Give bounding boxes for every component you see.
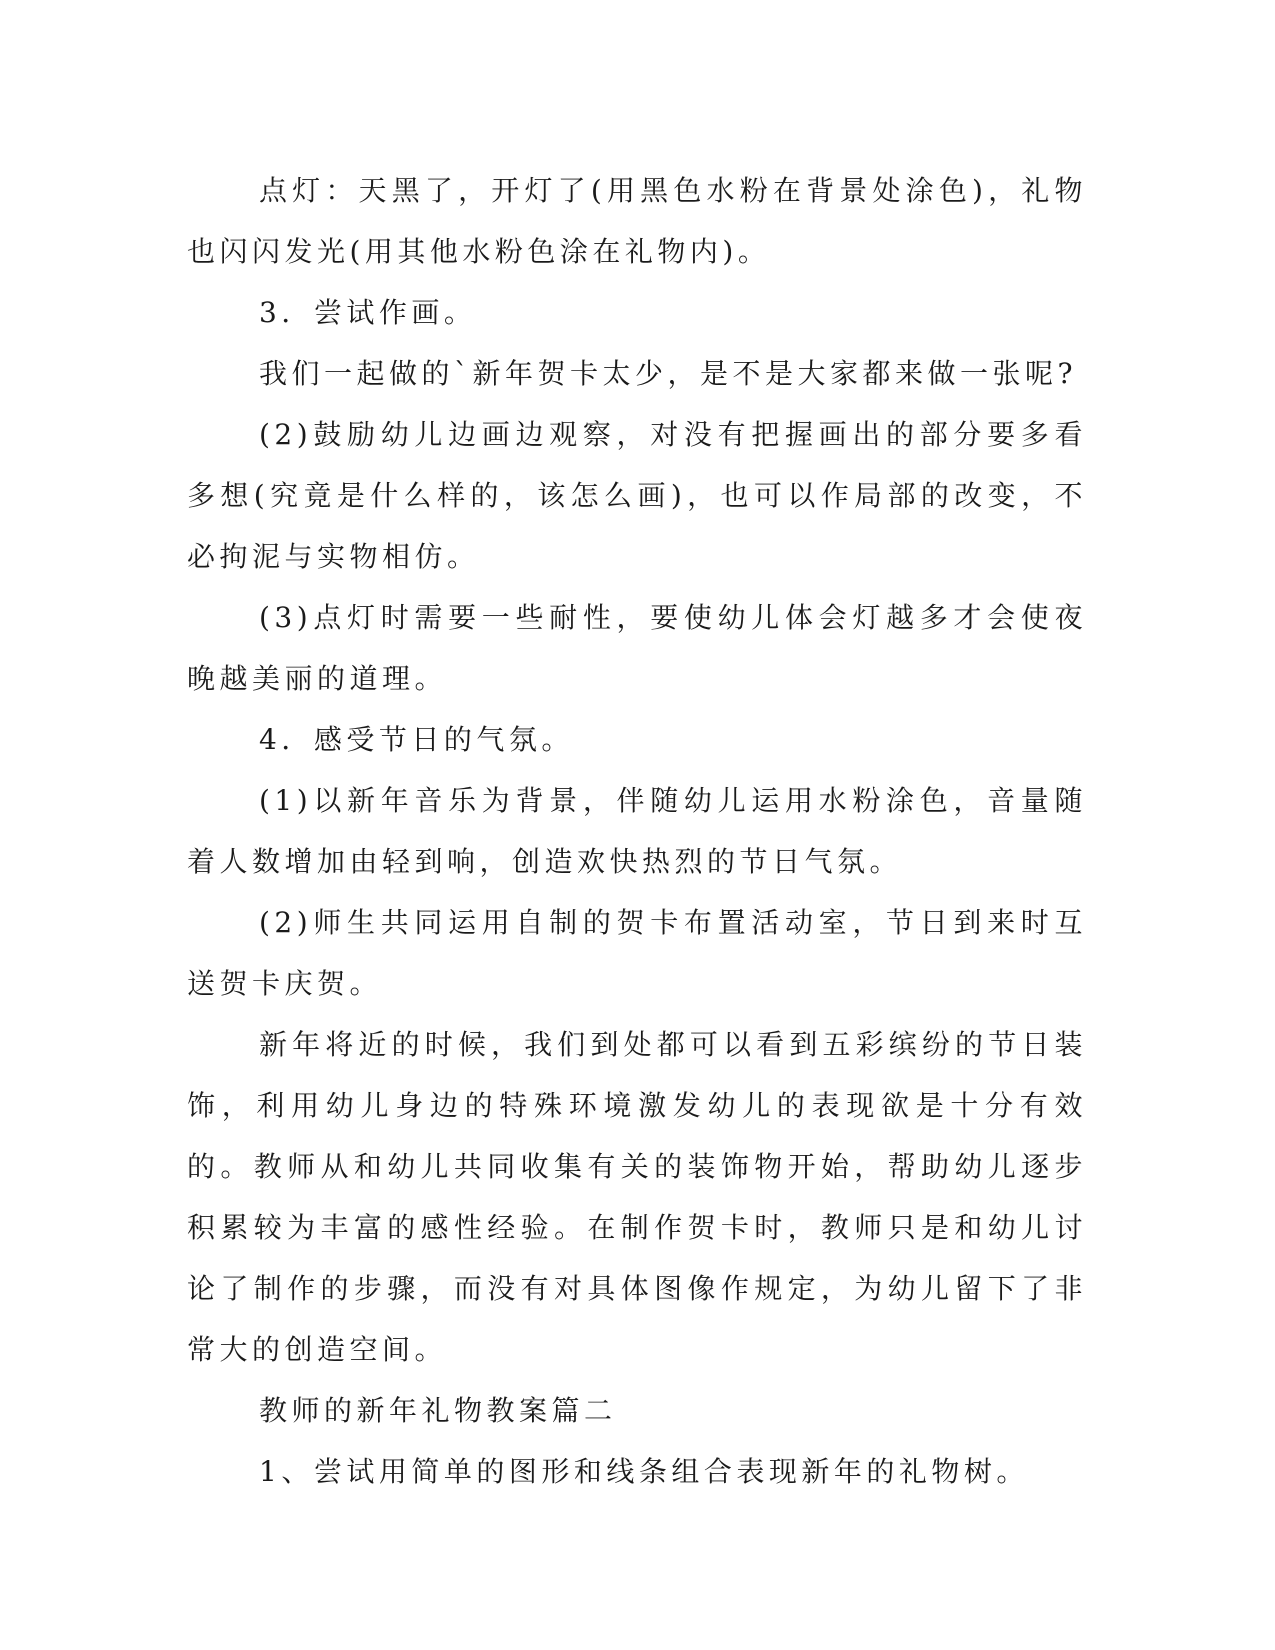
paragraph-music: (1)以新年音乐为背景，伴随幼儿运用水粉涂色，音量随着人数增加由轻到响，创造欢快热烈的节日气氛。: [187, 784, 1087, 878]
paragraph-step-3: 3．尝试作画。: [259, 296, 477, 329]
paragraph-goal-1: 1、尝试用简单的图形和线条组合表现新年的礼物树。: [259, 1455, 1029, 1488]
paragraph-lighting: 点灯：天黑了，开灯了(用黑色水粉在背景处涂色)，礼物也闪闪发光(用其他水粉色涂在礼物内)。: [187, 174, 1087, 268]
paragraph-encourage-observe: (2)鼓励幼儿边画边观察，对没有把握画出的部分要多看多想(究竟是什么样的，该怎么画)，也可以作局部的改变，不必拘泥与实物相仿。: [187, 418, 1087, 573]
paragraph-reflection: 新年将近的时候，我们到处都可以看到五彩缤纷的节日装饰，利用幼儿身边的特殊环境激发幼儿的表现欲是十分有效的。教师从和幼儿共同收集有关的装饰物开始，帮助幼儿逐步积累较为丰富的感性经验。在制作贺卡时，教师只是和幼儿讨论了制作的步骤，而没有对具体图像作规定，为幼儿留下了非常大的创造空间。: [187, 1028, 1087, 1366]
section-heading: 教师的新年礼物教案篇二: [259, 1394, 617, 1427]
paragraph-patience: (3)点灯时需要一些耐性，要使幼儿体会灯越多才会使夜晚越美丽的道理。: [187, 601, 1087, 695]
paragraph-step-4: 4．感受节日的气氛。: [259, 723, 574, 756]
paragraph-make-cards: 我们一起做的`新年贺卡太少，是不是大家都来做一张呢?: [259, 357, 1078, 390]
document-body: [187, 160, 1087, 1502]
paragraph-decorate-room: (2)师生共同运用自制的贺卡布置活动室，节日到来时互送贺卡庆贺。: [187, 906, 1087, 1000]
